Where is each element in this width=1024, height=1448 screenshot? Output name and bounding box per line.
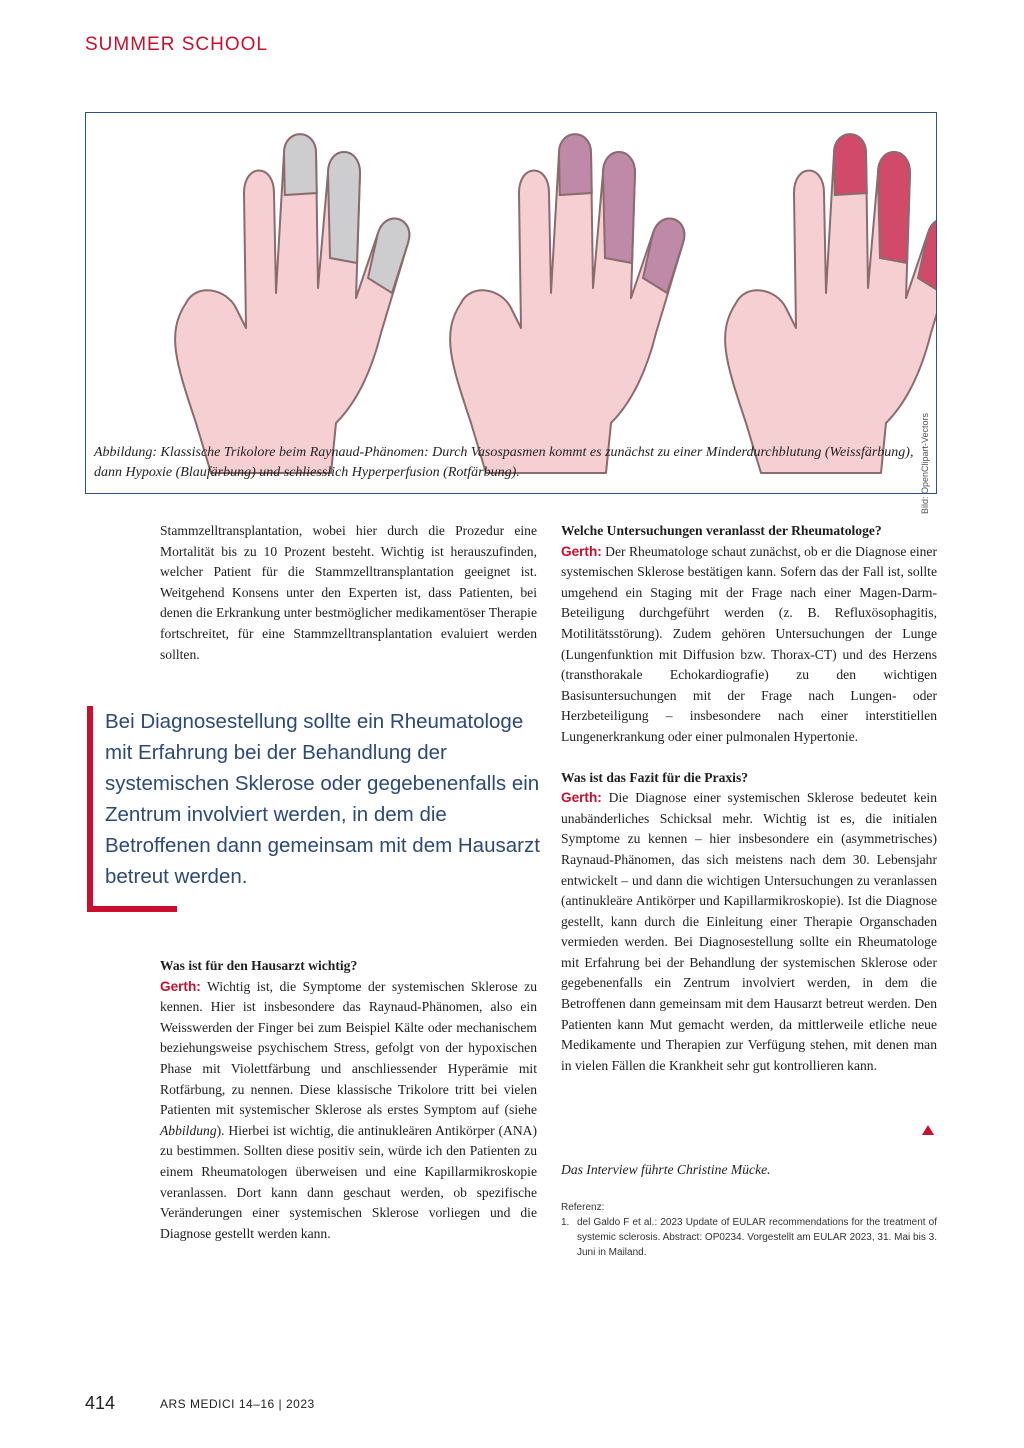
page-number: 414 xyxy=(85,1393,116,1413)
question-hausarzt: Was ist für den Hausarzt wichtig? xyxy=(160,958,358,973)
figure-reference: Abbildung xyxy=(160,1122,217,1138)
pullquote-text: Bei Diagnosestellung sollte ein Rheumatologe mit Erfahrung bei der Behandlung der systemischen Sklerose oder gegebenenfalls ein Zentrum involviert werden, in dem die Betroffenen dann gemeinsam mit dem Hausarzt betreut werden. xyxy=(105,710,540,888)
answer-untersuchungen-text: Der Rheumatologe schaut zunächst, ob er die Diagnose einer systemischen Sklerose bestätigen kann. Sofern das der Fall ist, sollte umgehend ein Staging mit der Frage nach einer Magen-Darm-Beteiligung durchgeführt werden (z. B. Refluxösophagitis, Motilitätsstörung). Zudem gehören Untersuchungen der Lunge (Lungenfunktion mit Diffusion bzw. Thorax-CT) und des Herzens (transthorakale Echokardiografie) zu den wichtigen Basisuntersuchungen mit der Frage nach Lungen- oder Herzbeteiligung – insbesondere nach einer interstitiellen Lungenerkrankung oder einer pulmonalen Hypertonie. xyxy=(561,543,937,744)
end-of-article-triangle-icon xyxy=(922,1125,934,1135)
pullquote-bar-vertical xyxy=(87,706,93,912)
hand-blue-phase xyxy=(450,134,684,473)
answer-text-part1: Wichtig ist, die Symptome der systemischen Sklerose zu kennen. Hier ist insbesondere das Raynaud-Phänomen, also ein Weisswerden der Finger bei zum Beispiel Kälte oder mechanischem beziehungsweise psychischem Stress, gefolgt von der hypoxischen Phase mit Violettfärbung und anschliessender Hyperämie mit Rotfärbung, zu nennen. Diese klassische Trikolore tritt bei vielen Patienten mit systemischer Sklerose als erstes Symptom auf (siehe xyxy=(160,978,537,1118)
speaker-label: Gerth: xyxy=(561,790,602,806)
hand-red-phase xyxy=(725,134,936,473)
reference-item xyxy=(561,1215,937,1260)
answer-untersuchungen xyxy=(561,542,937,748)
answer-fazit-text: Die Diagnose einer systemischen Sklerose bedeutet kein unabänderliches Schicksal mehr. Wichtig ist es, die initialen Symptome zu kennen – hier insbesondere ein (asymmetrisches) Raynaud-Phänomen, das sich meistens nach dem 30. Lebensjahr entwickelt – und dann die wichtigen Untersuchungen zu veranlassen (antinukleäre Antikörper und Kapillarmikroskopie). Ist die Diagnose gestellt, kann durch die Einleitung einer Therapie Organschaden vermieden werden. Bei Diagnosestellung sollte ein Rheumatologe mit Erfahrung bei der Behandlung der systemischen Sklerose oder gegebenenfalls ein Zentrum involviert werden, in dem die Betroffenen dann gemeinsam mit dem Hausarzt betreut werden. Den Patienten kann Mut gemacht werden, da mittlerweile etliche neue Medikamente und Therapien zur Verfügung stehen, mit denen man in vielen Fällen die Krankheit sehr gut kontrollieren kann. xyxy=(561,790,937,1073)
hand-white-phase xyxy=(175,134,409,473)
reference-text: del Galdo F et al.: 2023 Update of EULAR recommendations for the treatment of systemic sclerosis. Abstract: OP0234. Vorgestellt am EULAR 2023, 31. Mai bis 3. Juni in Mailand. xyxy=(577,1217,937,1258)
question-untersuchungen: Welche Untersuchungen veranlasst der Rheumatologe? xyxy=(561,523,882,538)
journal-name: ARS MEDICI 14–16 | 2023 xyxy=(160,1397,315,1411)
answer-text-part2: ). Hierbei ist wichtig, die antinukleären Antikörper (ANA) zu bestimmen. Sollten diese positiv sein, würde ich den Patienten zu einem Rheumatologen überweisen und eine Kapillarmikroskopie veranlassen. Dort kann dann geschaut werden, ob spezifische Veränderungen einer systemischen Sklerose vorliegen und die Diagnose gestellt werden kann. xyxy=(160,1122,537,1241)
pullquote-bar-horizontal xyxy=(87,906,177,912)
left-column-qa xyxy=(160,956,537,1244)
references-heading: Referenz: xyxy=(561,1202,605,1213)
figure-caption: Abbildung: Klassische Trikolore beim Raynaud-Phänomen: Durch Vasospasmen kommt es zunächst zu einer Minderdurchblutung (Weissfärbung), dann Hypoxie (Blaufärbung) und schliesslich Hyperperfusion (Rotfärbung). xyxy=(94,445,914,480)
answer-fazit xyxy=(561,788,937,1076)
speaker-label: Gerth: xyxy=(160,978,201,994)
left-column-top xyxy=(160,521,537,665)
figure-raynaud xyxy=(85,112,937,515)
right-column xyxy=(561,521,937,1076)
speaker-label: Gerth: xyxy=(561,543,602,559)
paragraph-stem-cell: Stammzelltransplantation, wobei hier durch die Prozedur eine Mortalität bis zu 10 Prozent besteht. Wichtig ist herauszufinden, welcher Patient für die Stammzelltransplantation geeignet ist. Weitgehend Konsens unter den Experten ist, dass Patienten, bei denen die Erkrankung unter bestmöglicher medikamentöser Therapie fortschreitet, für eine Stammzelltransplantation evaluiert werden sollten. xyxy=(160,523,537,662)
interview-signoff: Das Interview führte Christine Mücke. xyxy=(561,1162,771,1177)
answer-hausarzt xyxy=(160,977,537,1245)
references xyxy=(561,1200,937,1260)
question-fazit: Was ist das Fazit für die Praxis? xyxy=(561,769,749,785)
section-label: SUMMER SCHOOL xyxy=(85,34,268,55)
raynaud-hands-illustration xyxy=(86,113,936,493)
image-credit: Bild: OpenClipart-Vectors xyxy=(920,413,930,515)
reference-number: 1. xyxy=(561,1217,570,1228)
